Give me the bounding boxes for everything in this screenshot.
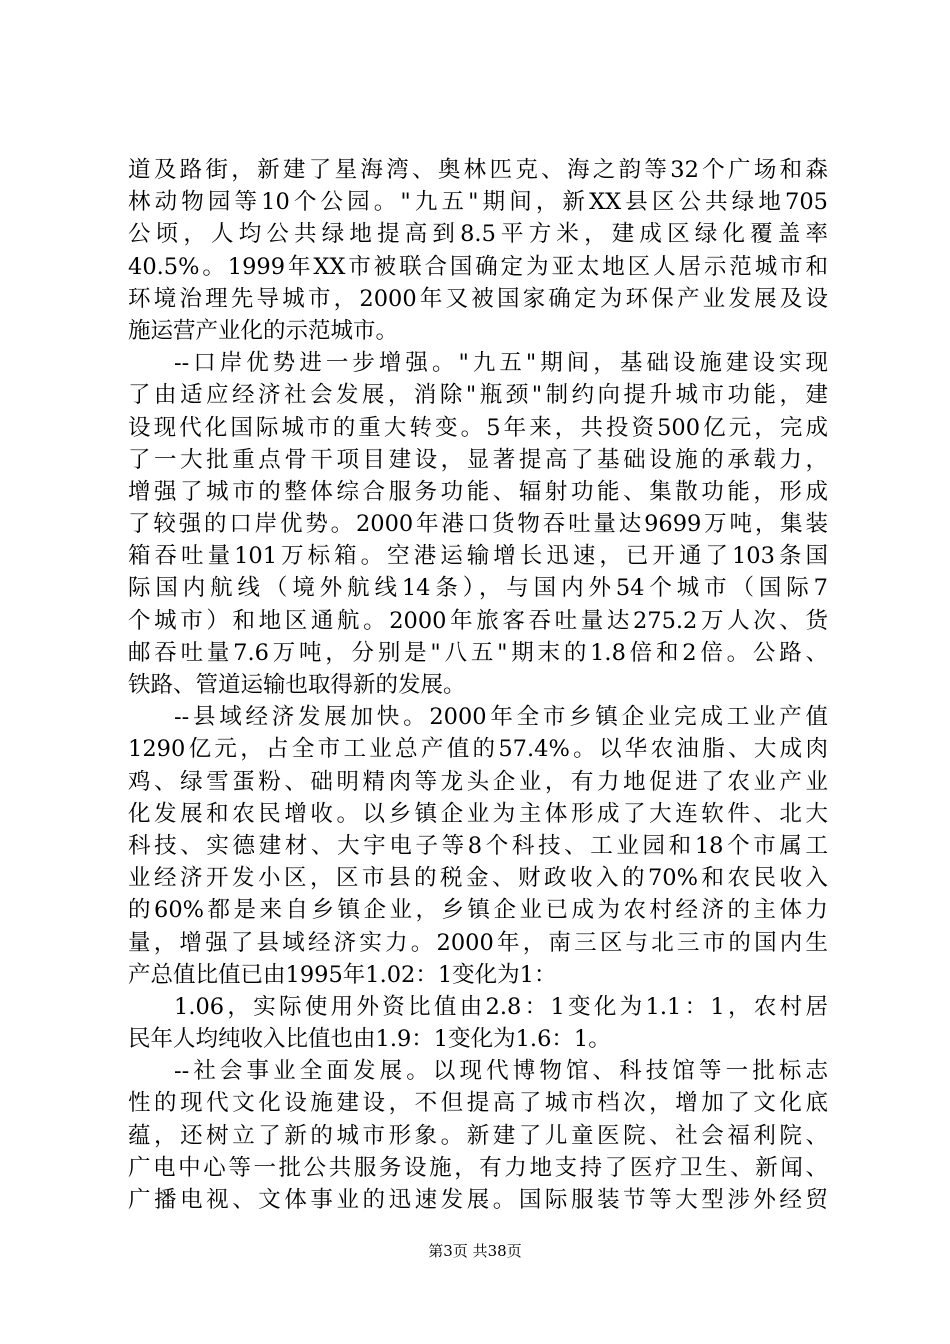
text-line: 邮吞吐量7.6万吨，分别是"八五"期末的1.8倍和2倍。公路、 [128,639,828,666]
text-line: 了一大批重点骨干项目建设，显著提高了基础设施的承载力， [128,446,828,473]
text-line: 性的现代文化设施建设，不但提高了城市档次，增加了文化底 [128,1090,828,1117]
text-line: 林动物园等10个公园。"九五"期间，新XX县区公共绿地705 [128,189,828,216]
text-line: 业经济开发小区，区市县的税金、财政收入的70%和农民收入 [128,865,828,892]
text-line: 施运营产业化的示范城市。 [128,317,399,344]
text-line: --县域经济发展加快。2000年全市乡镇企业完成工业产值 [174,704,828,731]
text-line: 环境治理先导城市，2000年又被国家确定为环保产业发展及设 [128,285,828,312]
page-number-footer [0,1241,950,1261]
text-line: 铁路、管道运输也取得新的发展。 [128,672,466,698]
text-line: 箱吞吐量101万标箱。空港运输增长迅速，已开通了103条国 [128,543,828,570]
text-line: 际国内航线（境外航线14条），与国内外54个城市（国际7 [128,575,828,602]
document-body [128,154,828,1216]
text-line: 化发展和农民增收。以乡镇企业为主体形成了大连软件、北大 [128,800,828,827]
text-line: --口岸优势进一步增强。"九五"期间，基础设施建设实现 [174,350,828,377]
text-line: 鸡、绿雪蛋粉、础明精肉等龙头企业，有力地促进了农业产业 [128,768,828,795]
text-line: 设现代化国际城市的重大转变。5年来，共投资500亿元，完成 [128,414,828,441]
page-number-label: 第3页 共38页 [428,1242,522,1260]
text-line: 公顷，人均公共绿地提高到8.5平方米，建成区绿化覆盖率 [128,221,828,248]
text-line: 了较强的口岸优势。2000年港口货物吞吐量达9699万吨，集装 [128,511,828,538]
text-line: 1.06，实际使用外资比值由2.8：1变化为1.1：1，农村居 [174,993,828,1020]
text-line: 道及路街，新建了星海湾、奥林匹克、海之韵等32个广场和森 [128,157,828,183]
text-line: 个城市）和地区通航。2000年旅客吞吐量达275.2万人次、货 [128,607,828,634]
text-line: 科技、实德建材、大宇电子等8个科技、工业园和18个市属工 [128,832,828,859]
text-line: 增强了城市的整体综合服务功能、辐射功能、集散功能，形成 [128,478,828,505]
text-line: 产总值比值已由1995年1.02：1变化为1： [128,961,557,988]
text-line: 了由适应经济社会发展，消除"瓶颈"制约向提升城市功能，建 [128,382,828,409]
text-line: 蕴，还树立了新的城市形象。新建了儿童医院、社会福利院、 [128,1122,828,1149]
text-line: 的60%都是来自乡镇企业，乡镇企业已成为农村经济的主体力 [128,897,828,924]
text-line: 民年人均纯收入比值也由1.9：1变化为1.6：1。 [128,1026,611,1053]
text-line: 量，增强了县域经济实力。2000年，南三区与北三市的国内生 [128,929,828,956]
text-line: 40.5%。1999年XX市被联合国确定为亚太地区人居示范城市和 [128,253,828,280]
text-line: 1290亿元，占全市工业总产值的57.4%。以华农油脂、大成肉 [128,736,828,763]
text-line: --社会事业全面发展。以现代博物馆、科技馆等一批标志 [174,1058,828,1085]
text-line: 广电中心等一批公共服务设施，有力地支持了医疗卫生、新闻、 [128,1154,828,1181]
text-line: 广播电视、文体事业的迅速发展。国际服装节等大型涉外经贸 [128,1187,828,1213]
